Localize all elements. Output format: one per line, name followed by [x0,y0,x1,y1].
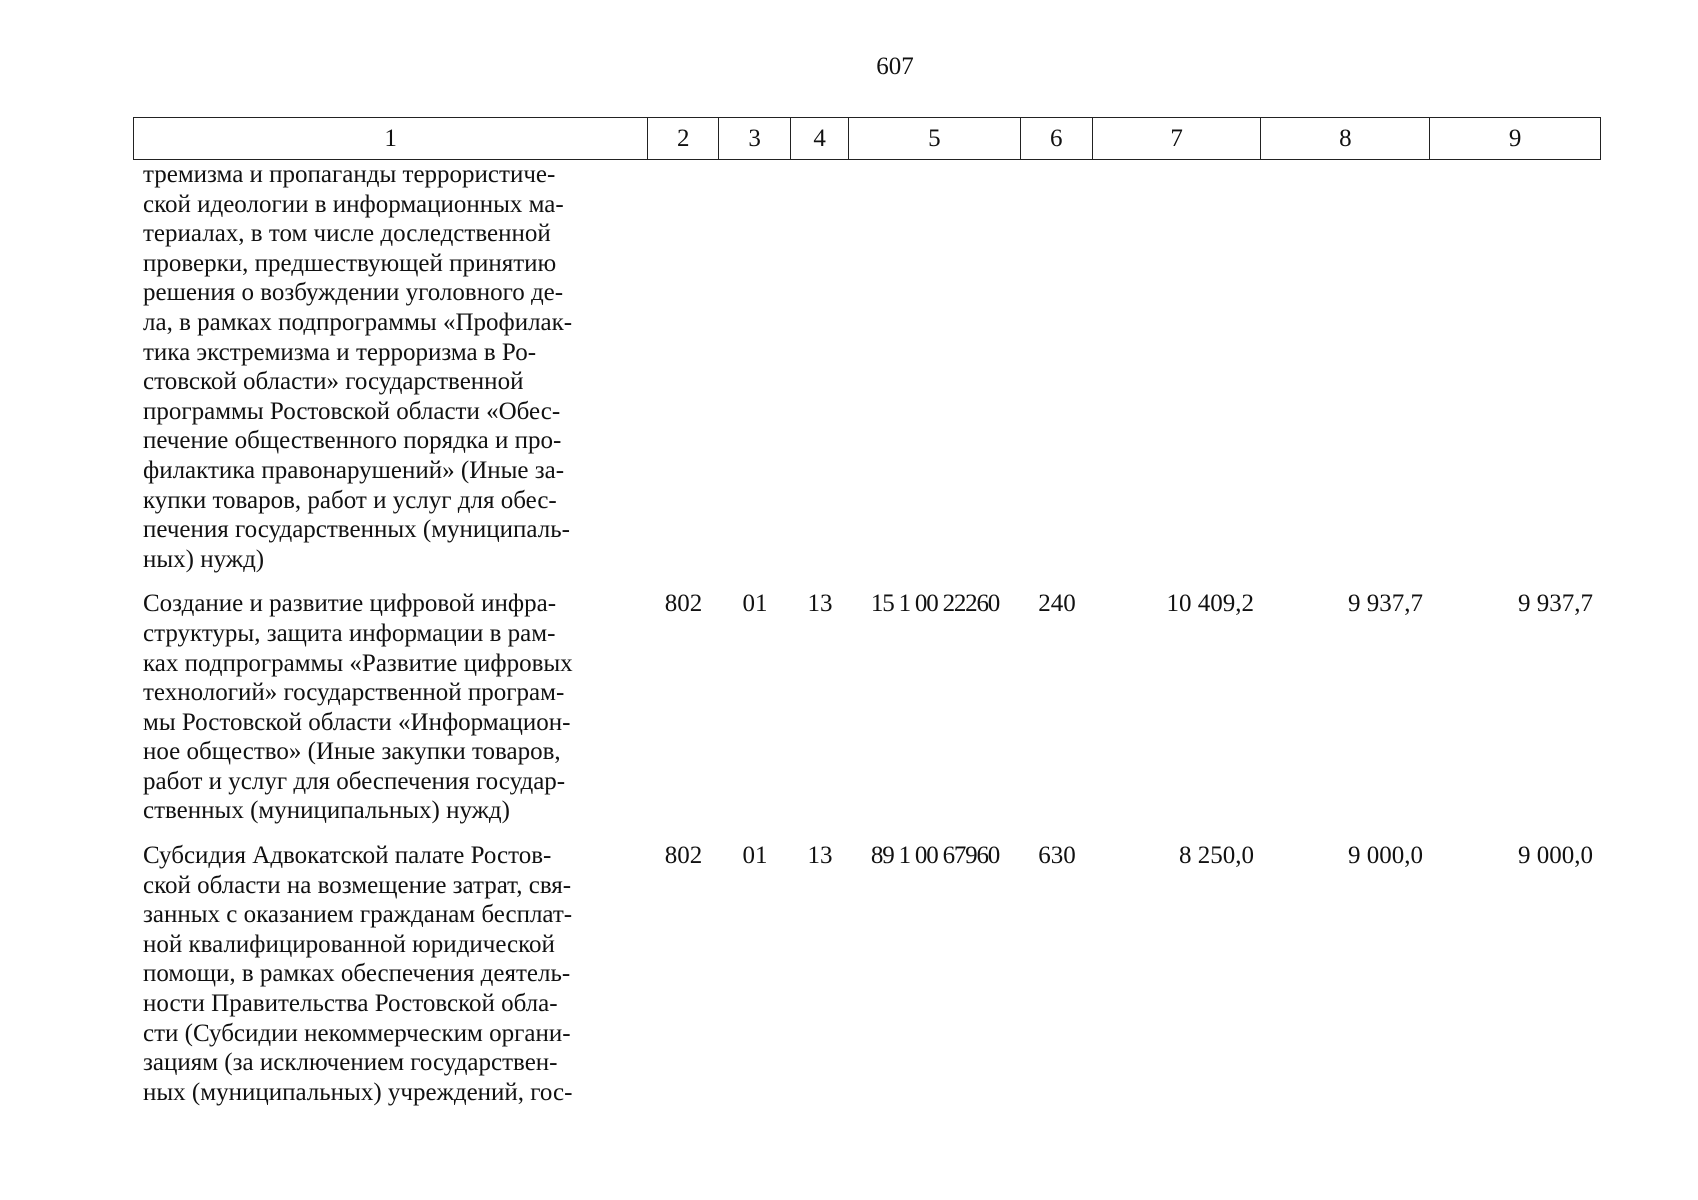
description-line: зациям (за исключением государствен- [143,1049,558,1077]
description-line: тремизма и пропаганды террористиче- [143,161,556,188]
header-col-7: 7 [1093,118,1262,159]
description-line: программы Ростовской области «Обес- [143,397,561,425]
page-number: 607 [876,53,914,80]
row-description [133,160,648,574]
row-amount-col-8: 9 937,7 [1348,590,1423,618]
description-line: ной квалифицированной юридической [143,930,555,958]
header-col-6: 6 [1021,118,1093,159]
row-ministry-code: 802 [664,590,703,618]
row-amount-col-7: 10 409,2 [1166,590,1254,618]
row-section-code: 01 [742,842,768,870]
row-subsection-code: 13 [807,590,833,618]
description-line: ных) нужд) [143,545,265,573]
description-line: занных с оказанием гражданам бесплат- [143,901,573,929]
description-line: тика экстремизма и терроризма в Ро- [143,338,537,366]
description-line: решения о возбуждении уголовного де- [143,279,564,307]
description-line: стовской области» государственной [143,368,524,396]
row-amount-col-9: 9 000,0 [1518,842,1593,870]
row-target-article: 89 1 00 67960 [870,842,1000,870]
description-line: купки товаров, работ и услуг для обес- [143,486,557,514]
description-line: ской области на возмещение затрат, свя- [143,871,572,899]
description-line: проверки, предшествующей принятию [143,249,557,277]
header-col-8: 8 [1261,118,1430,159]
description-line: ных (муниципальных) учреждений, гос- [143,1078,573,1106]
row-section-code: 01 [742,590,768,618]
table-row [133,160,1601,574]
description-line: технологий» государственной програм- [143,679,565,707]
row-subsection-code [791,160,849,574]
description-line: ла, в рамках подпрограммы «Профилак- [143,308,573,336]
row-expense-type [1021,160,1093,574]
table-row [133,841,1601,1107]
header-col-1: 1 [134,118,648,159]
description-line: мы Ростовской области «Информацион- [143,708,571,736]
description-line: Субсидия Адвокатской палате Ростов- [143,842,552,870]
header-col-2: 2 [648,118,719,159]
row-description [133,841,648,1107]
table-body [133,160,1601,1122]
description-line: ное общество» (Иные закупки товаров, [143,738,561,766]
row-amount-col-7: 8 250,0 [1179,842,1254,870]
row-amount-col-8 [1262,160,1431,574]
row-amount-col-9: 9 937,7 [1518,590,1593,618]
description-line: ской идеологии в информационных ма- [143,190,564,218]
row-target-article: 15 1 00 22260 [870,590,1000,618]
row-subsection-code: 13 [807,842,833,870]
header-col-4: 4 [791,118,849,159]
description-line: филактика правонарушений» (Иные за- [143,456,565,484]
description-line: Создание и развитие цифровой инфра- [143,590,557,618]
description-line: работ и услуг для обеспечения государ- [143,767,566,795]
header-col-5: 5 [849,118,1021,159]
header-col-3: 3 [719,118,791,159]
description-line: печение общественного порядка и про- [143,427,562,455]
description-line: ственных (муниципальных) нужд) [143,797,510,825]
description-line: помощи, в рамках обеспечения деятель- [143,960,571,988]
row-target-article [849,160,1021,574]
description-line: териалах, в том числе доследственной [143,220,551,248]
row-description [133,589,648,826]
row-section-code [719,160,791,574]
row-amount-col-9 [1431,160,1601,574]
description-line: ках подпрограммы «Развитие цифровых [143,649,573,677]
row-ministry-code: 802 [664,842,703,870]
row-amount-col-8: 9 000,0 [1348,842,1423,870]
row-ministry-code [648,160,719,574]
row-expense-type: 630 [1038,842,1076,870]
description-line: сти (Субсидии некоммерческим органи- [143,1019,571,1047]
header-col-9: 9 [1508,124,1522,152]
description-line: печения государственных (муниципаль- [143,516,570,544]
description-line: ности Правительства Ростовской обла- [143,990,558,1018]
row-expense-type: 240 [1038,590,1076,618]
row-amount-col-7 [1093,160,1262,574]
table-header [133,117,1601,160]
table-row [133,589,1601,826]
description-line: структуры, защита информации в рам- [143,619,556,647]
